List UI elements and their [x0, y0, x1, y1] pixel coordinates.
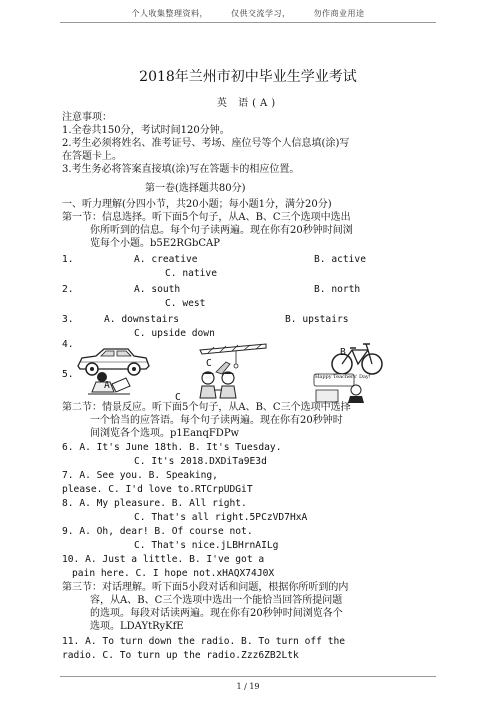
- exam-subtitle: 英 语(A): [216, 98, 280, 109]
- s2-intro-2: 一个恰当的应答语。每个句子读两遍。现在你有20秒钟时: [90, 415, 343, 426]
- q5-label-a: A: [104, 380, 110, 391]
- note-3: 3.考生务必将答案直接填(涂)写在答题卡的相应位置。: [62, 164, 300, 175]
- note-2a: 2.考生必须将姓名、准考证号、考场、座位号等个人信息填(涂)写: [62, 138, 350, 149]
- s3-intro-3: 的选项。每段对话读两遍。现在你有20秒钟时间浏览各个: [90, 608, 343, 619]
- header-divider: [60, 22, 436, 23]
- notes-heading: 注意事项：: [62, 112, 112, 123]
- part1-heading: 第一卷(选择题共80分): [145, 183, 246, 194]
- page-number: 1 / 19: [236, 682, 260, 691]
- q3-option-a: A. downstairs: [104, 314, 180, 325]
- s3-intro-4: 选项。LDAYtRyKfE: [90, 621, 184, 632]
- q6-line-1: 6. A. It's June 18th. B. It's Tuesday.: [62, 442, 282, 453]
- q1-number: 1.: [62, 254, 74, 265]
- q3-number: 3.: [62, 314, 74, 325]
- header-middle: 仅供交流学习，: [231, 9, 291, 18]
- bicycle-image: [330, 338, 384, 376]
- q9-line-2: C. That's nice.jLBHrnAILg: [134, 540, 279, 551]
- s1-intro-2: 你所听到的信息。每个句子读两遍。现在你有20秒钟时间浏: [90, 225, 353, 236]
- q2-number: 2.: [62, 284, 74, 295]
- q1-option-a: A. creative: [134, 254, 198, 265]
- q4-label-c: C: [206, 358, 212, 369]
- exam-title: 2018年兰州市初中毕业生学业考试: [139, 69, 357, 85]
- note-2b: 在答题卡上。: [62, 151, 122, 162]
- q4-number: 4.: [62, 339, 74, 350]
- section1-heading: 一、听力理解(分四小节，共20小题；每小题1分，满分20分): [62, 199, 332, 210]
- header-right: 勿作商业用途: [313, 9, 365, 18]
- two-kids-image: [188, 370, 248, 402]
- q3-option-b: B. upstairs: [285, 314, 349, 325]
- s1-intro-1: 第一节：信息选择。听下面5个句子，从A、B、C三个选项中选出: [62, 212, 351, 223]
- q11-line-1: 11. A. To turn down the radio. B. To turn off the: [62, 636, 346, 647]
- q7-line-1: 7. A. See you. B. Speaking,: [62, 470, 218, 481]
- s1-intro-3: 览每个小题。b5E2RGbCAP: [90, 238, 220, 249]
- q8-line-1: 8. A. My pleasure. B. All right.: [62, 498, 247, 509]
- page-header: [0, 8, 496, 19]
- note-1: 1.全卷共150分，考试时间120分钟。: [62, 125, 230, 136]
- q1-option-b: B. active: [314, 254, 366, 265]
- s3-intro-1: 第三节：对话理解。听下面5小段对话和问题，根据你所听到的内: [62, 582, 349, 593]
- header-left: 个人收集整理资料，: [131, 9, 208, 18]
- footer-divider: [60, 676, 436, 677]
- s2-intro-1: 第二节：情景反应。听下面5个句子，从A、B、C三个选项中选择: [62, 402, 351, 413]
- q10-line-2: pain here. C. I hope not.xHAQX74J0X: [72, 568, 275, 579]
- q8-line-2: C. That's all right.5PCzVD7HxA: [134, 512, 308, 523]
- card-text: Happy Teachers' Day!: [315, 374, 371, 380]
- q4-label-b: B: [340, 347, 346, 358]
- q5-number: 5.: [62, 369, 74, 380]
- q1-option-c: C. native: [165, 268, 217, 279]
- q5-label-c: C: [175, 392, 181, 403]
- q2-option-c: C. west: [165, 298, 206, 309]
- q2-option-a: A. south: [134, 284, 181, 295]
- s2-intro-3: 间浏览各个选项。p1EanqFDPw: [90, 428, 240, 439]
- q2-option-b: B. north: [314, 284, 361, 295]
- q10-line-1: 10. A. Just a little. B. I've got a: [62, 554, 265, 565]
- q3-option-c: C. upside down: [134, 328, 215, 339]
- q9-line-1: 9. A. Oh, dear! B. Of course not.: [62, 526, 253, 537]
- s3-intro-2: 容，从A、B、C三个选项中选出一个能恰当回答所提问题: [90, 595, 343, 606]
- q6-line-2: C. It's 2018.DXDiTa9E3d: [134, 456, 267, 467]
- q11-line-2: radio. C. To turn up the radio.Zzz6ZB2Ltk: [62, 650, 299, 661]
- q7-line-2: please. C. I'd love to.RTCrpUDGiT: [62, 484, 253, 495]
